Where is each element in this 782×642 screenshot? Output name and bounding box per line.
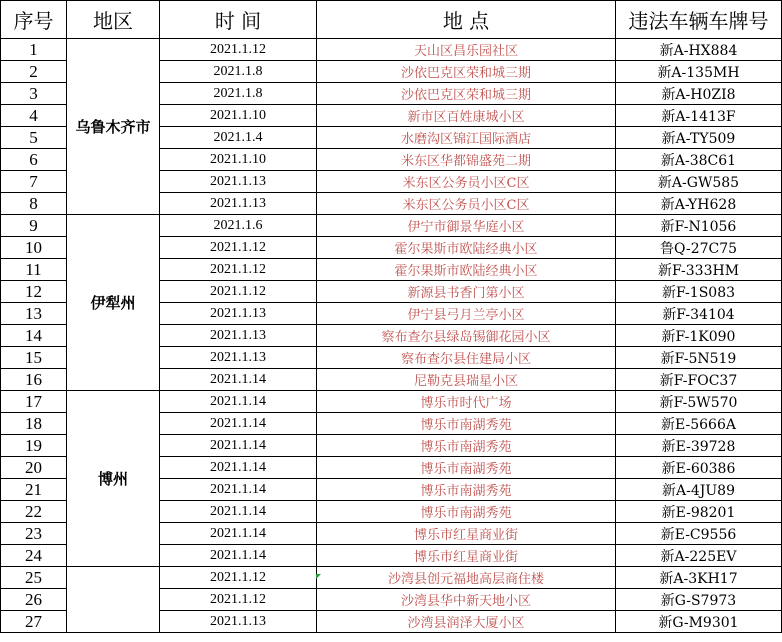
cell-seq: 5	[1, 127, 67, 149]
cell-plate: 新A-3KH17	[616, 567, 782, 589]
cell-place: 博乐市南湖秀苑	[317, 501, 616, 523]
cell-plate: 新A-H0ZI8	[616, 83, 782, 105]
cell-region	[67, 567, 160, 633]
cell-seq: 8	[1, 193, 67, 215]
cell-region: 伊犁州	[67, 215, 160, 391]
cell-place: 新市区百姓康城小区	[317, 105, 616, 127]
cell-seq: 27	[1, 611, 67, 633]
cell-time: 2021.1.13	[160, 303, 317, 325]
cell-seq: 1	[1, 39, 67, 61]
cell-place: 沙依巴克区荣和城三期	[317, 61, 616, 83]
cell-time: 2021.1.12	[160, 281, 317, 303]
header-region: 地区	[67, 1, 160, 39]
cell-plate: 新A-135MH	[616, 61, 782, 83]
cell-seq: 10	[1, 237, 67, 259]
cell-place: 新源县书香门第小区	[317, 281, 616, 303]
cell-plate: 新A-1413F	[616, 105, 782, 127]
cell-seq: 6	[1, 149, 67, 171]
cell-place: 博乐市南湖秀苑	[317, 457, 616, 479]
cell-seq: 23	[1, 523, 67, 545]
cell-time: 2021.1.12	[160, 237, 317, 259]
cell-seq: 18	[1, 413, 67, 435]
header-row	[1, 1, 782, 39]
cell-time: 2021.1.6	[160, 215, 317, 237]
cell-plate: 新F-5N519	[616, 347, 782, 369]
cell-seq: 12	[1, 281, 67, 303]
cell-seq: 20	[1, 457, 67, 479]
cell-plate: 新G-M9301	[616, 611, 782, 633]
cell-plate: 新F-1S083	[616, 281, 782, 303]
cell-place: 博乐市南湖秀苑	[317, 413, 616, 435]
cell-place: 尼勒克县瑞星小区	[317, 369, 616, 391]
cell-plate: 新A-TY509	[616, 127, 782, 149]
cell-time: 2021.1.14	[160, 545, 317, 567]
cell-place: 博乐市南湖秀苑	[317, 479, 616, 501]
cell-seq: 4	[1, 105, 67, 127]
cell-seq: 17	[1, 391, 67, 413]
cell-place: 察布查尔县绿岛锡御花园小区	[317, 325, 616, 347]
cell-plate: 新E-5666A	[616, 413, 782, 435]
cell-plate: 新F-1K090	[616, 325, 782, 347]
cell-time: 2021.1.8	[160, 83, 317, 105]
cell-time: 2021.1.12	[160, 39, 317, 61]
cell-place: 伊宁县弓月兰亭小区	[317, 303, 616, 325]
cell-time: 2021.1.14	[160, 391, 317, 413]
cell-time: 2021.1.4	[160, 127, 317, 149]
cell-plate: 新A-GW585	[616, 171, 782, 193]
cell-seq: 24	[1, 545, 67, 567]
cell-seq: 13	[1, 303, 67, 325]
cell-plate: 新E-60386	[616, 457, 782, 479]
cell-place: 沙湾县创元福地高层商住楼	[317, 567, 616, 589]
cell-time: 2021.1.10	[160, 105, 317, 127]
cell-place: 米东区公务员小区C区	[317, 193, 616, 215]
cell-time: 2021.1.10	[160, 149, 317, 171]
cell-seq: 15	[1, 347, 67, 369]
header-place: 地 点	[317, 1, 616, 39]
table-row	[1, 391, 782, 413]
cell-place: 米东区华都锦盛苑二期	[317, 149, 616, 171]
cell-time: 2021.1.13	[160, 193, 317, 215]
cell-plate: 鲁Q-27C75	[616, 237, 782, 259]
cell-region: 乌鲁木齐市	[67, 39, 160, 215]
cell-time: 2021.1.13	[160, 347, 317, 369]
header-plate: 违法车辆车牌号	[616, 1, 782, 39]
header-seq: 序号	[1, 1, 67, 39]
cell-plate: 新F-34104	[616, 303, 782, 325]
cell-time: 2021.1.13	[160, 611, 317, 633]
cell-time: 2021.1.12	[160, 567, 317, 589]
cell-time: 2021.1.14	[160, 413, 317, 435]
cell-comment-marker	[316, 574, 321, 579]
cell-plate: 新F-FOC37	[616, 369, 782, 391]
cell-seq: 25	[1, 567, 67, 589]
header-time: 时 间	[160, 1, 317, 39]
cell-place: 博乐市红星商业街	[317, 545, 616, 567]
cell-plate: 新E-C9556	[616, 523, 782, 545]
cell-place: 博乐市南湖秀苑	[317, 435, 616, 457]
cell-seq: 26	[1, 589, 67, 611]
cell-time: 2021.1.13	[160, 171, 317, 193]
cell-region: 博州	[67, 391, 160, 567]
cell-seq: 21	[1, 479, 67, 501]
cell-seq: 22	[1, 501, 67, 523]
cell-place: 天山区昌乐园社区	[317, 39, 616, 61]
cell-place: 察布查尔县住建局小区	[317, 347, 616, 369]
cell-place: 沙湾县华中新天地小区	[317, 589, 616, 611]
cell-plate: 新A-38C61	[616, 149, 782, 171]
cell-seq: 14	[1, 325, 67, 347]
cell-plate: 新F-333HM	[616, 259, 782, 281]
cell-place: 米东区公务员小区C区	[317, 171, 616, 193]
cell-seq: 2	[1, 61, 67, 83]
cell-place: 霍尔果斯市欧陆经典小区	[317, 237, 616, 259]
cell-plate: 新G-S7973	[616, 589, 782, 611]
cell-seq: 9	[1, 215, 67, 237]
cell-time: 2021.1.8	[160, 61, 317, 83]
cell-place: 水磨沟区锦江国际酒店	[317, 127, 616, 149]
cell-place: 沙湾县润泽大厦小区	[317, 611, 616, 633]
cell-place: 伊宁市御景华庭小区	[317, 215, 616, 237]
cell-plate: 新F-5W570	[616, 391, 782, 413]
cell-time: 2021.1.14	[160, 457, 317, 479]
cell-seq: 19	[1, 435, 67, 457]
cell-time: 2021.1.14	[160, 479, 317, 501]
cell-place: 博乐市红星商业街	[317, 523, 616, 545]
cell-place: 博乐市时代广场	[317, 391, 616, 413]
cell-plate: 新A-225EV	[616, 545, 782, 567]
cell-time: 2021.1.12	[160, 589, 317, 611]
table-body	[1, 39, 782, 633]
cell-time: 2021.1.13	[160, 325, 317, 347]
table-row	[1, 215, 782, 237]
cell-plate: 新A-HX884	[616, 39, 782, 61]
cell-time: 2021.1.14	[160, 435, 317, 457]
cell-seq: 3	[1, 83, 67, 105]
cell-seq: 11	[1, 259, 67, 281]
cell-time: 2021.1.14	[160, 501, 317, 523]
cell-seq: 16	[1, 369, 67, 391]
cell-place: 霍尔果斯市欧陆经典小区	[317, 259, 616, 281]
cell-time: 2021.1.12	[160, 259, 317, 281]
table-row	[1, 567, 782, 589]
cell-time: 2021.1.14	[160, 369, 317, 391]
cell-seq: 7	[1, 171, 67, 193]
cell-place: 沙依巴克区荣和城三期	[317, 83, 616, 105]
cell-plate: 新E-39728	[616, 435, 782, 457]
cell-plate: 新E-98201	[616, 501, 782, 523]
cell-plate: 新A-4JU89	[616, 479, 782, 501]
cell-time: 2021.1.14	[160, 523, 317, 545]
cell-plate: 新F-N1056	[616, 215, 782, 237]
table-row	[1, 39, 782, 61]
cell-plate: 新A-YH628	[616, 193, 782, 215]
